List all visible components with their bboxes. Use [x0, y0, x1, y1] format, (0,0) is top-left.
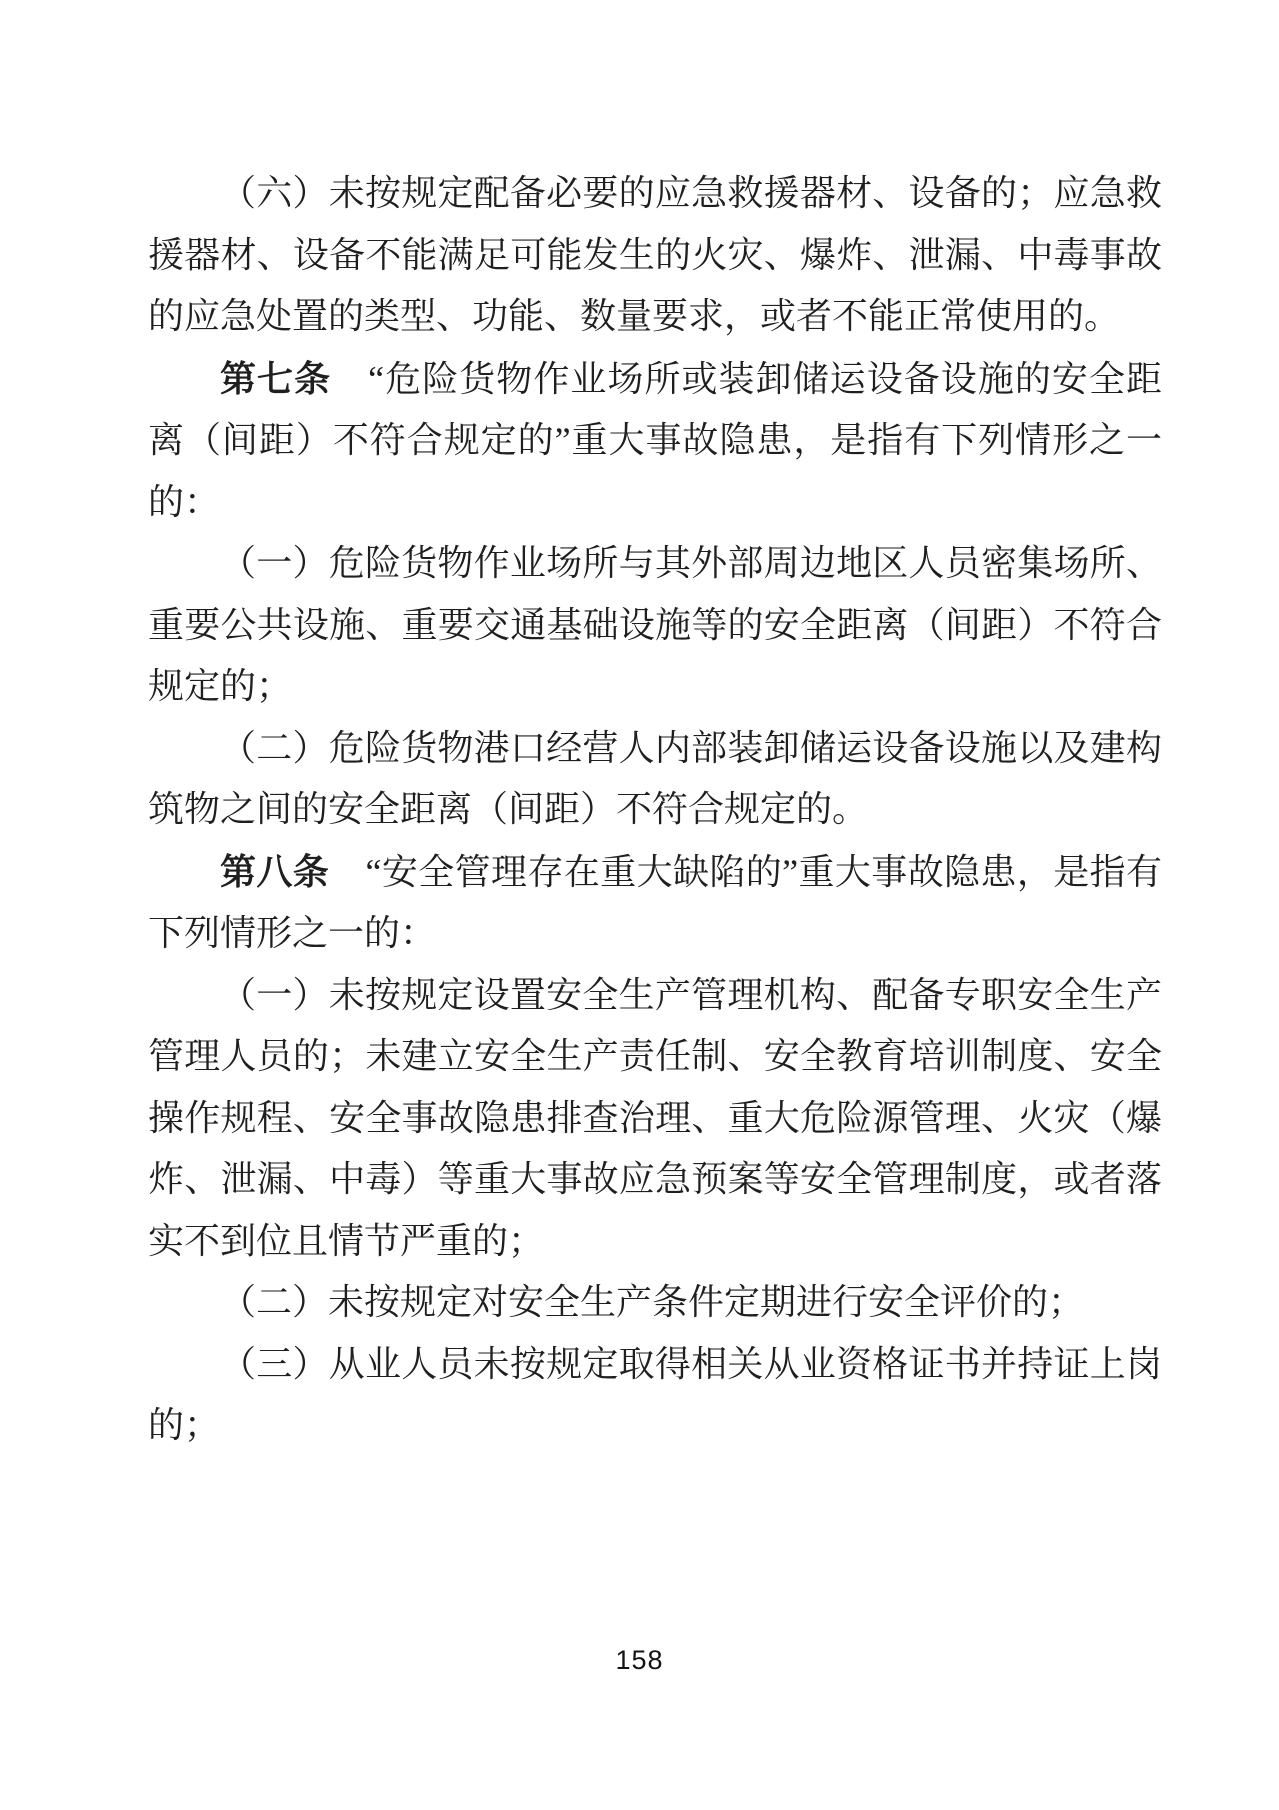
article-8-item-3	[148, 1334, 1162, 1457]
article-8-item-2	[148, 1272, 1162, 1334]
paragraph-text: （二）危险货物港口经营人内部装卸储运设备设施以及建构筑物之间的安全距离（间距）不符合规定的。	[148, 727, 1162, 829]
paragraph-text: （一）危险货物作业场所与其外部周边地区人员密集场所、重要公共设施、重要交通基础设施等的安全距离（间距）不符合规定的；	[148, 543, 1162, 706]
page-number: 158	[615, 1645, 664, 1675]
page-footer	[0, 1645, 1279, 1676]
article-7-item-2	[148, 718, 1162, 841]
document-body	[148, 163, 1162, 1457]
paragraph-text: （三）从业人员未按规定取得相关从业资格证书并持证上岗的；	[148, 1343, 1162, 1445]
clause-6	[148, 163, 1162, 348]
paragraph-text: （二）未按规定对安全生产条件定期进行安全评价的；	[220, 1282, 1085, 1322]
paragraph-text: （六）未按规定配备必要的应急救援器材、设备的；应急救援器材、设备不能满足可能发生的火灾、爆炸、泄漏、中毒事故的应急处置的类型、功能、数量要求，或者不能正常使用的。	[148, 173, 1162, 336]
article-number-heading: 第八条	[220, 850, 330, 892]
paragraph-text: （一）未按规定设置安全生产管理机构、配备专职安全生产管理人员的；未建立安全生产责任制、安全教育培训制度、安全操作规程、安全事故隐患排查治理、重大危险源管理、火灾（爆炸、泄漏、中毒）等重大事故应急预案等安全管理制度，或者落实不到位且情节严重的；	[148, 974, 1162, 1261]
article-8-heading-paragraph	[148, 841, 1162, 965]
article-number-heading: 第七条	[220, 357, 332, 399]
article-7-item-1	[148, 533, 1162, 718]
article-8-item-1	[148, 965, 1162, 1273]
paragraph-text: “危险货物作业场所或装卸储运设备设施的安全距离（间距）不符合规定的”重大事故隐患，是指有下列情形之一的：	[148, 358, 1162, 522]
article-7-heading-paragraph	[148, 348, 1162, 534]
paragraph-text: “安全管理存在重大缺陷的”重大事故隐患，是指有下列情形之一的：	[148, 851, 1162, 953]
